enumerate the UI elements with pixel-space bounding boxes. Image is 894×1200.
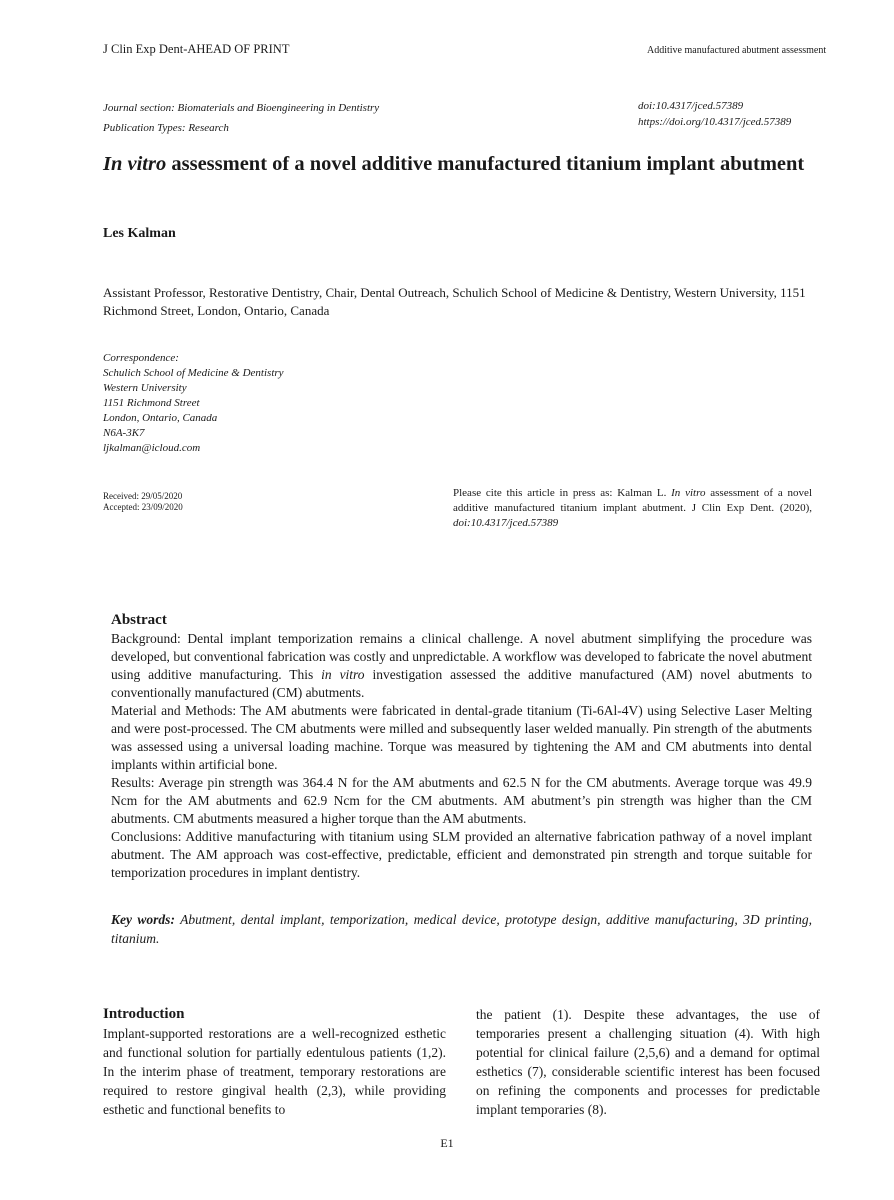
introduction-heading: Introduction [103, 1006, 185, 1022]
cite-doi: doi:10.4317/jced.57389 [453, 517, 559, 529]
abstract-text: Background: Dental implant temporization remains a clinical challenge. A novel abutment simplifying the procedure was developed, but conventional fabrication was costly and unpredictable. A workflow was developed to fabricate the novel abutment using additive manufacturing. This [111, 631, 812, 682]
correspondence-label: Correspondence: [103, 352, 179, 364]
doi: doi:10.4317/jced.57389 [638, 100, 744, 112]
abstract-results: Results: Average pin strength was 364.4 N for the AM abutments and 62.5 N for the CM abutments. Average torque was 49.9 Ncm for the AM abutments and 62.9 Ncm for the CM abutments. AM abutment’s pin strength was higher than the CM abutments. CM abutments measured a higher torque than the AM abutments. [111, 775, 812, 826]
title-rest: assessment of a novel additive manufactured titanium implant abutment [166, 153, 805, 175]
publication-type: Publication Types: Research [103, 122, 229, 134]
correspondence-line: N6A-3K7 [103, 427, 145, 439]
cite-italic: In vitro [671, 487, 706, 499]
title-italic: In vitro [103, 153, 167, 175]
article-title [103, 153, 804, 176]
doi-block [638, 98, 791, 130]
abstract-background [111, 630, 812, 702]
running-header-left: J Clin Exp Dent-AHEAD OF PRINT [103, 42, 290, 56]
doi-url[interactable]: https://doi.org/10.4317/jced.57389 [638, 116, 792, 128]
correspondence-email[interactable]: ljkalman@icloud.com [103, 442, 201, 454]
article-meta [103, 98, 379, 138]
cite-text: assessment of a novel additive manufactured titanium implant abutment. J Clin Exp Dent. (2020), [453, 487, 812, 514]
abstract-body [111, 630, 812, 882]
accepted-date: Accepted: 23/09/2020 [103, 502, 183, 512]
abstract-methods: Material and Methods: The AM abutments were fabricated in dental-grade titanium (Ti-6Al-4V) using Selective Laser Melting and were post-processed. The CM abutments were milled and subsequently laser welded manually. Pin strength of the abutments was assessed using a universal loading machine. Torque was measured by tightening the AM and CM abutments into dental implants within artificial bone. [111, 703, 812, 772]
abstract-text: investigation assessed the additive manufactured (AM) novel abutments to conventionally manufactured (CM) abutments. [111, 667, 812, 700]
page-number: E1 [440, 1136, 454, 1150]
abstract-italic: in vitro [321, 667, 365, 682]
received-date: Received: 29/05/2020 [103, 491, 183, 501]
correspondence-line: 1151 Richmond Street [103, 397, 200, 409]
correspondence-line: Schulich School of Medicine & Dentistry [103, 367, 284, 379]
abstract-conclusions: Conclusions: Additive manufacturing with titanium using SLM provided an alternative fabrication pathway of a novel implant abutment. The AM approach was cost-effective, predictable, efficient and demonstrated pin strength and torque suitable for temporization procedures in implant dentistry. [111, 829, 812, 880]
correspondence-line: Western University [103, 382, 187, 394]
keywords [111, 910, 812, 948]
citation-note [453, 486, 812, 531]
dates-block [103, 491, 183, 513]
introduction-column-2: the patient (1). Despite these advantages, the use of temporaries present a challenging situation (4). With high potential for clinical failure (2,5,6) and a demand for optimal esthetics (7), considerable scientific interest has been focused on refining the components and processes for predictable implant temporaries (8). [476, 1007, 820, 1117]
journal-section: Journal section: Biomaterials and Bioengineering in Dentistry [103, 102, 380, 114]
keywords-label: Key words: [111, 912, 175, 927]
author-name: Les Kalman [103, 226, 176, 241]
keywords-text: Abutment, dental implant, temporization, medical device, prototype design, additive manufacturing, 3D printing, titanium. [111, 912, 812, 946]
correspondence-block [103, 351, 284, 456]
correspondence-line: London, Ontario, Canada [103, 412, 218, 424]
running-header-right: Additive manufactured abutment assessment [647, 45, 827, 56]
affiliation: Assistant Professor, Restorative Dentistry, Chair, Dental Outreach, Schulich School of Medicine & Dentistry, Western University, 1151 Richmond Street, London, Ontario, Canada [103, 285, 806, 318]
cite-text: Please cite this article in press as: Kalman L. [453, 487, 672, 499]
introduction-column-1: Implant-supported restorations are a well-recognized esthetic and functional solution for partially edentulous patients (1,2). In the interim phase of treatment, temporary restorations are required to restore gingival health (2,3), while providing esthetic and functional benefits to [103, 1026, 446, 1117]
abstract-heading: Abstract [111, 612, 167, 628]
